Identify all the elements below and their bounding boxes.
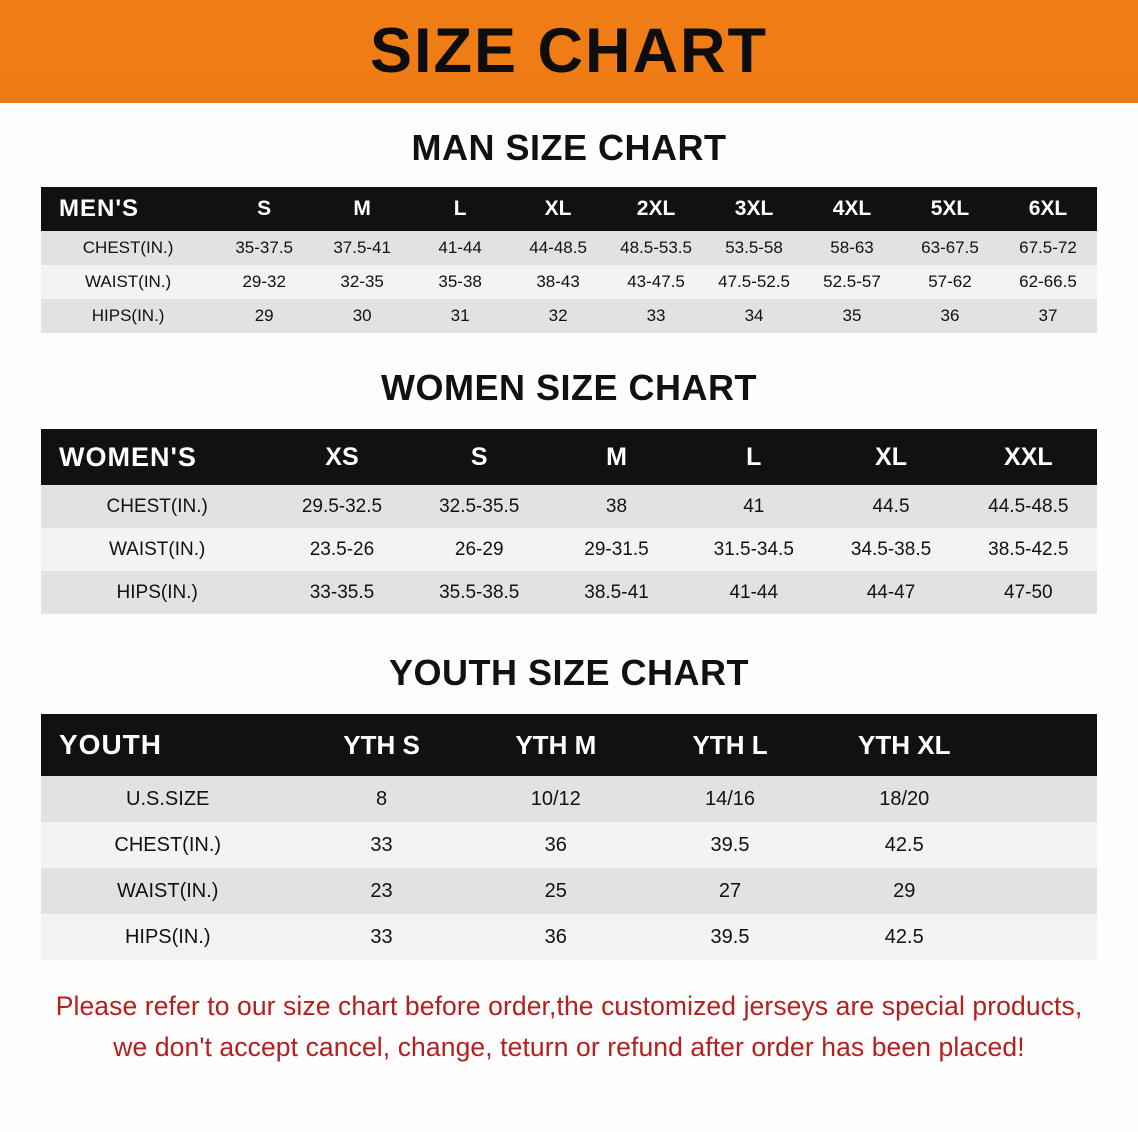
women-r1c5: 38.5-42.5 (988, 538, 1069, 560)
youth-col-2: YTH L (692, 729, 768, 760)
man-r2c0: 29 (254, 306, 274, 325)
women-r2c4: 44-47 (866, 581, 916, 603)
youth-row-0-label: U.S.SIZE (126, 787, 210, 810)
man-r1c5: 47.5-52.5 (718, 272, 790, 291)
youth-r0c3: 18/20 (879, 787, 930, 810)
women-r1c1: 26-29 (454, 538, 504, 560)
youth-section-heading: YOUTH SIZE CHART (388, 652, 749, 693)
youth-r1c1: 36 (544, 833, 567, 856)
table-row (41, 265, 1097, 299)
women-r0c2: 38 (605, 495, 628, 517)
man-r0c4: 48.5-53.5 (620, 238, 692, 257)
table-header-row (41, 429, 1097, 485)
youth-table-body (41, 776, 1097, 960)
youth-r1c0: 33 (370, 833, 393, 856)
youth-col-spacer (991, 714, 1097, 776)
man-r0c8: 67.5-72 (1019, 238, 1077, 257)
women-r0c3: 41 (743, 495, 765, 517)
youth-r1-spacer (991, 822, 1097, 868)
man-col-3: XL (544, 197, 572, 220)
man-col-6: 4XL (832, 197, 872, 220)
table-row (41, 571, 1097, 614)
youth-table-header (41, 714, 1097, 776)
women-r0c0: 29.5-32.5 (301, 495, 383, 517)
man-row-0-label: CHEST(IN.) (82, 238, 174, 257)
women-row-2-label: HIPS(IN.) (116, 581, 198, 603)
table-row (41, 528, 1097, 571)
youth-r0c0: 8 (375, 787, 388, 810)
table-row (41, 868, 1097, 914)
man-r1c6: 52.5-57 (823, 272, 881, 291)
man-table-header (41, 187, 1097, 231)
man-col-2: L (453, 197, 467, 220)
man-col-1: M (353, 197, 371, 220)
women-col-2: M (606, 442, 627, 471)
disclaimer-line-2: we don't accept cancel, change, teturn or refund after order has been placed! (113, 1032, 1025, 1063)
man-r1c7: 57-62 (928, 272, 972, 291)
youth-r0c2: 14/16 (704, 787, 756, 810)
table-row (41, 914, 1097, 960)
women-table-header (41, 429, 1097, 485)
women-r2c0: 33-35.5 (309, 581, 375, 603)
man-r2c3: 32 (548, 306, 568, 325)
women-col-1: S (470, 442, 488, 471)
man-col-5: 3XL (734, 197, 774, 220)
table-row (41, 299, 1097, 333)
man-section-heading: MAN SIZE CHART (411, 127, 727, 168)
youth-r0-spacer (991, 776, 1097, 822)
youth-size-table (41, 714, 1097, 960)
women-col-0: XS (325, 442, 359, 471)
women-col-3: L (746, 442, 762, 471)
youth-r2c2: 27 (718, 879, 742, 902)
women-r2c2: 38.5-41 (584, 581, 649, 603)
youth-r1c3: 42.5 (884, 833, 924, 856)
man-size-table (41, 187, 1097, 333)
women-table-body (41, 485, 1097, 614)
women-corner-label: WOMEN'S (59, 441, 197, 472)
youth-row-1-label: CHEST(IN.) (114, 833, 222, 856)
man-row-2-label: HIPS(IN.) (91, 306, 165, 325)
women-r2c1: 35.5-38.5 (439, 581, 520, 603)
women-r2c3: 41-44 (729, 581, 779, 603)
man-col-4: 2XL (636, 197, 676, 220)
man-r1c0: 29-32 (242, 272, 286, 291)
youth-row-3-label: HIPS(IN.) (124, 925, 211, 948)
youth-r2c1: 25 (544, 879, 567, 902)
man-r0c6: 58-63 (830, 238, 874, 257)
man-row-1-label: WAIST(IN.) (84, 272, 172, 291)
women-table-wrapper (41, 429, 1097, 614)
table-header-row (41, 187, 1097, 231)
disclaimer-line-1: Please refer to our size chart before order,the customized jerseys are special products, (55, 991, 1083, 1021)
table-row (41, 485, 1097, 528)
women-r1c3: 31.5-34.5 (713, 538, 794, 560)
women-r1c0: 23.5-26 (309, 538, 375, 560)
man-table-wrapper (41, 187, 1097, 333)
youth-r3c3: 42.5 (884, 925, 924, 948)
youth-r3-spacer (991, 914, 1097, 960)
women-row-1-label: WAIST(IN.) (108, 538, 206, 560)
table-row (41, 231, 1097, 265)
women-size-table (41, 429, 1097, 614)
man-r2c2: 31 (450, 306, 470, 325)
man-r1c1: 32-35 (340, 272, 384, 291)
women-col-5: XXL (1004, 442, 1053, 471)
man-col-8: 6XL (1028, 197, 1068, 220)
man-r0c0: 35-37.5 (235, 238, 294, 257)
women-r0c5: 44.5-48.5 (988, 495, 1069, 517)
women-row-0-label: CHEST(IN.) (106, 495, 208, 517)
youth-r3c2: 39.5 (710, 925, 750, 948)
youth-col-3: YTH XL (858, 729, 951, 760)
man-r2c7: 36 (940, 306, 960, 325)
man-r0c5: 53.5-58 (725, 238, 783, 257)
man-r1c8: 62-66.5 (1019, 272, 1077, 291)
man-col-7: 5XL (930, 197, 970, 220)
youth-r2-spacer (991, 868, 1097, 914)
youth-r1c2: 39.5 (710, 833, 750, 856)
youth-r3c1: 36 (544, 925, 567, 948)
table-row (41, 776, 1097, 822)
man-r2c4: 33 (646, 306, 666, 325)
women-section-heading: WOMEN SIZE CHART (381, 367, 757, 408)
man-table-body (41, 231, 1097, 333)
youth-r2c0: 23 (370, 879, 393, 902)
youth-corner-label: YOUTH (59, 729, 162, 760)
women-r1c2: 29-31.5 (584, 538, 649, 560)
table-header-row (41, 714, 1097, 776)
youth-r3c0: 33 (370, 925, 393, 948)
man-r1c4: 43-47.5 (627, 272, 685, 291)
man-r0c1: 37.5-41 (333, 238, 391, 257)
page-title: SIZE CHART (370, 16, 768, 86)
youth-table-wrapper (41, 714, 1097, 960)
banner (0, 0, 1138, 103)
women-r2c5: 47-50 (1004, 581, 1053, 603)
youth-col-0: YTH S (343, 729, 420, 760)
man-r1c2: 35-38 (438, 272, 482, 291)
youth-row-2-label: WAIST(IN.) (116, 879, 219, 902)
youth-col-1: YTH M (515, 729, 597, 760)
women-r0c4: 44.5 (872, 495, 910, 517)
women-r1c4: 34.5-38.5 (850, 538, 932, 560)
man-r2c6: 35 (842, 306, 862, 325)
man-r2c5: 34 (744, 306, 764, 325)
youth-r2c3: 29 (893, 879, 916, 902)
man-r0c7: 63-67.5 (921, 238, 979, 257)
man-r0c2: 41-44 (438, 238, 482, 257)
man-r0c3: 44-48.5 (529, 238, 587, 257)
man-r1c3: 38-43 (536, 272, 580, 291)
man-r2c8: 37 (1038, 306, 1058, 325)
disclaimer-note (39, 986, 1099, 1068)
man-col-0: S (257, 197, 272, 220)
women-col-4: XL (875, 442, 907, 471)
youth-r0c1: 10/12 (530, 787, 581, 810)
table-row (41, 822, 1097, 868)
women-r0c1: 32.5-35.5 (439, 495, 520, 517)
man-r2c1: 30 (352, 306, 372, 325)
man-corner-label: MEN'S (59, 195, 140, 222)
